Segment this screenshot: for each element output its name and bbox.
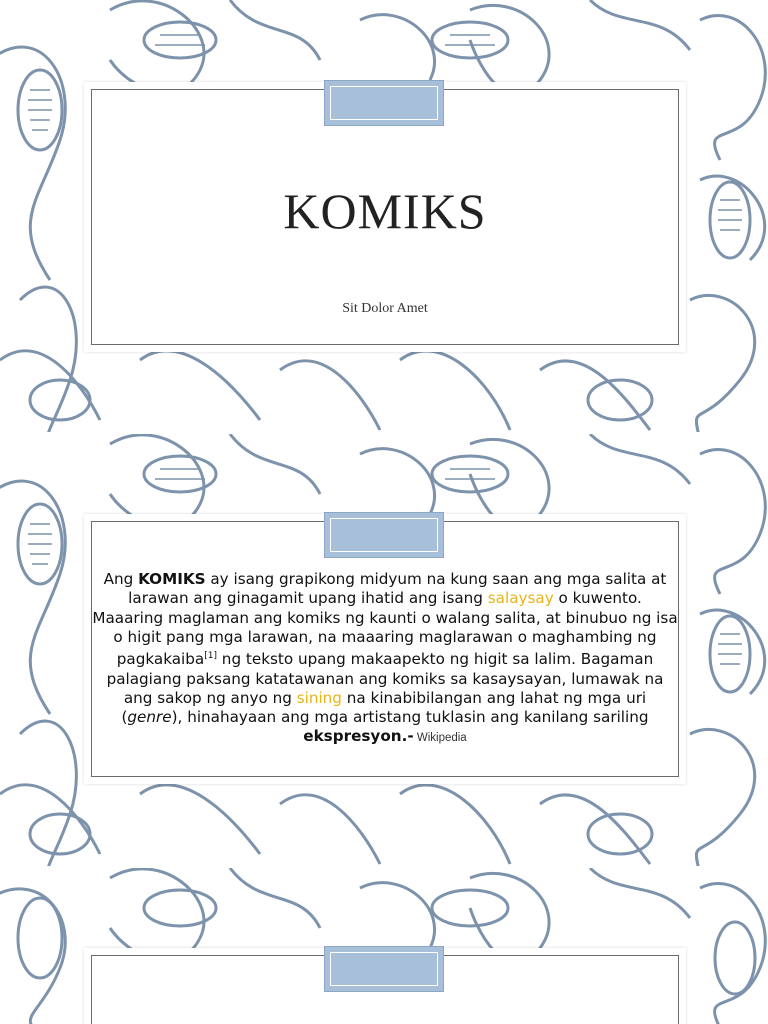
text-intro: Ang <box>103 570 139 588</box>
text-part: ay isang grapikong midyum na kung saan ang mga salita at larawan ang ginagamit upang ihatid ang isang <box>128 570 667 608</box>
text-part: o kuwento. Maaaring maglaman ang komiks ng kaunti o walang salita, at binubuo ng isa o higit pang mga larawan, na maaaring maglarawan o maghambing ng pagkakaiba <box>92 589 678 669</box>
term-komiks: KOMIKS <box>138 570 206 588</box>
card-tab <box>324 946 444 992</box>
link-salaysay[interactable]: salaysay <box>487 589 554 608</box>
slide-title: KOMIKS <box>283 183 487 239</box>
definition-paragraph <box>92 570 678 749</box>
text-ending: ekspresyon.- <box>303 727 414 746</box>
card-tab <box>324 80 444 126</box>
genre-term: genre <box>127 708 172 727</box>
link-sining[interactable]: sining <box>296 688 342 707</box>
card-tab <box>324 512 444 558</box>
text-part: ng teksto upang makaapekto ng higit sa lalim. Bagaman palagiang paksang katatawanan ang komiks sa kasaysayan, lumawak na ang sakop ng anyo ng <box>106 650 664 707</box>
slide-2 <box>0 434 768 866</box>
next-card <box>84 948 686 1024</box>
slide-subtitle: Sit Dolor Amet <box>342 301 428 316</box>
text-part: ), hinahayaan ang mga artistang tuklasin ang kanilang sariling <box>171 708 649 727</box>
slide-3 <box>0 868 768 1024</box>
text-part: na kinabibilangan ang lahat ng mga uri ( <box>121 688 647 727</box>
source-label: Wikipedia <box>413 732 467 745</box>
slide-1 <box>0 0 768 432</box>
content-card <box>84 514 686 784</box>
footnote-ref[interactable]: [1] <box>204 651 217 662</box>
title-card <box>84 82 686 352</box>
